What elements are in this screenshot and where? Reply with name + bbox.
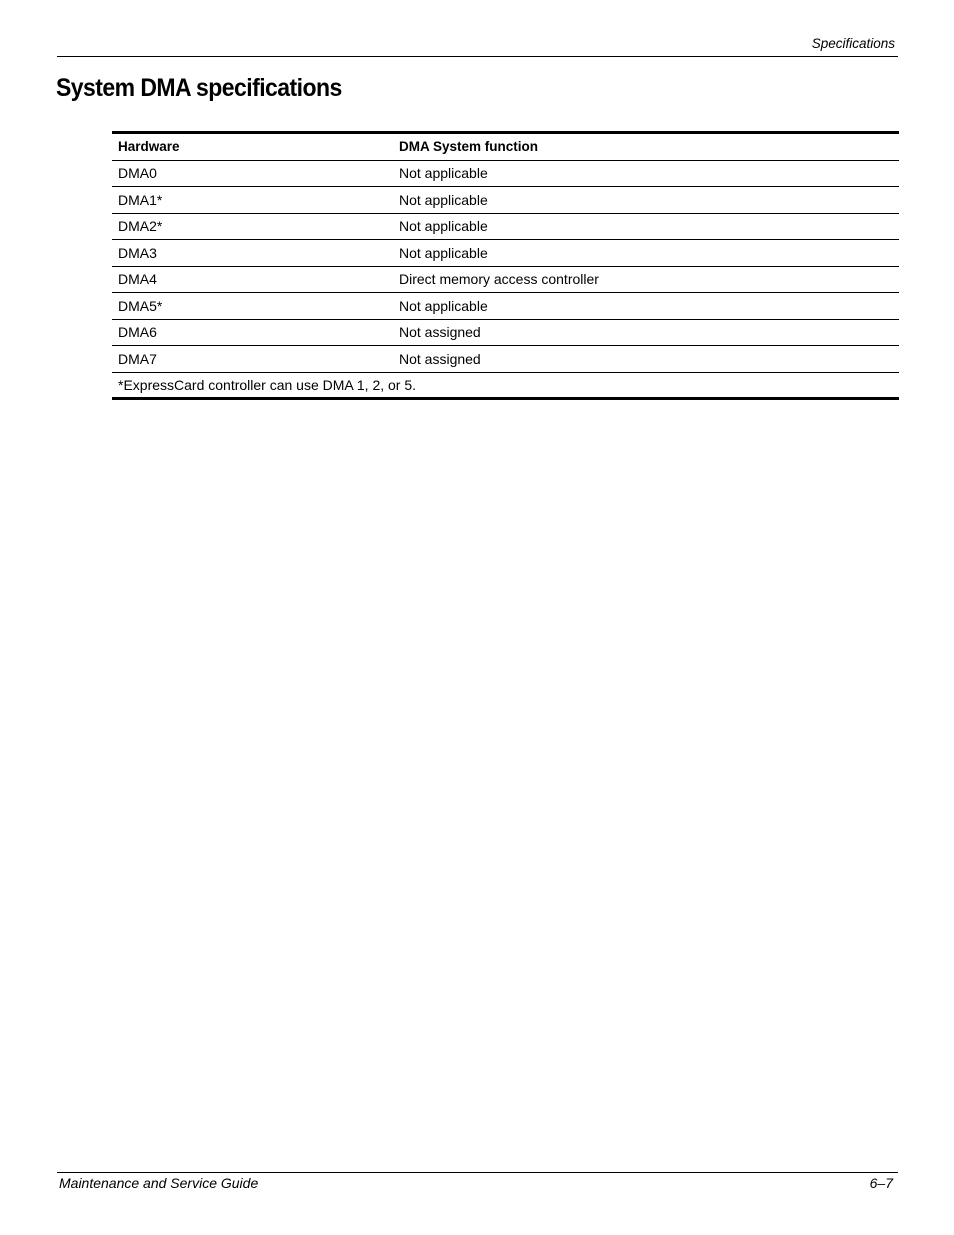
- cell-function: Not assigned: [393, 319, 899, 346]
- table-row: [112, 266, 899, 293]
- running-footer: [57, 1172, 898, 1197]
- cell-function: Not applicable: [393, 240, 899, 267]
- cell-function: Not applicable: [393, 160, 899, 187]
- table-row: [112, 293, 899, 320]
- cell-hardware: DMA1*: [112, 187, 393, 214]
- dma-spec-table: [112, 131, 899, 400]
- table-footnote-row: [112, 372, 899, 398]
- cell-hardware: DMA3: [112, 240, 393, 267]
- table-header-row: [112, 133, 899, 161]
- table-row: [112, 319, 899, 346]
- table-row: [112, 160, 899, 187]
- cell-function: Not applicable: [393, 187, 899, 214]
- cell-hardware: DMA2*: [112, 213, 393, 240]
- cell-hardware: DMA4: [112, 266, 393, 293]
- footer-title: Maintenance and Service Guide: [59, 1175, 259, 1191]
- cell-hardware: DMA7: [112, 346, 393, 373]
- column-header-function: DMA System function: [393, 133, 899, 161]
- cell-function: Not applicable: [393, 213, 899, 240]
- page-number: 6–7: [869, 1175, 893, 1191]
- cell-function: Not assigned: [393, 346, 899, 373]
- column-header-hardware: Hardware: [112, 133, 393, 161]
- table-row: [112, 240, 899, 267]
- running-header: [57, 34, 898, 57]
- table-row: [112, 346, 899, 373]
- cell-hardware: DMA6: [112, 319, 393, 346]
- table-footnote: *ExpressCard controller can use DMA 1, 2, or 5.: [118, 376, 417, 393]
- header-section-name: Specifications: [811, 36, 895, 51]
- cell-function: Not applicable: [393, 293, 899, 320]
- cell-hardware: DMA0: [112, 160, 393, 187]
- cell-function: Direct memory access controller: [393, 266, 899, 293]
- table-row: [112, 187, 899, 214]
- cell-hardware: DMA5*: [112, 293, 393, 320]
- page-title: System DMA specifications: [56, 74, 342, 102]
- table-row: [112, 213, 899, 240]
